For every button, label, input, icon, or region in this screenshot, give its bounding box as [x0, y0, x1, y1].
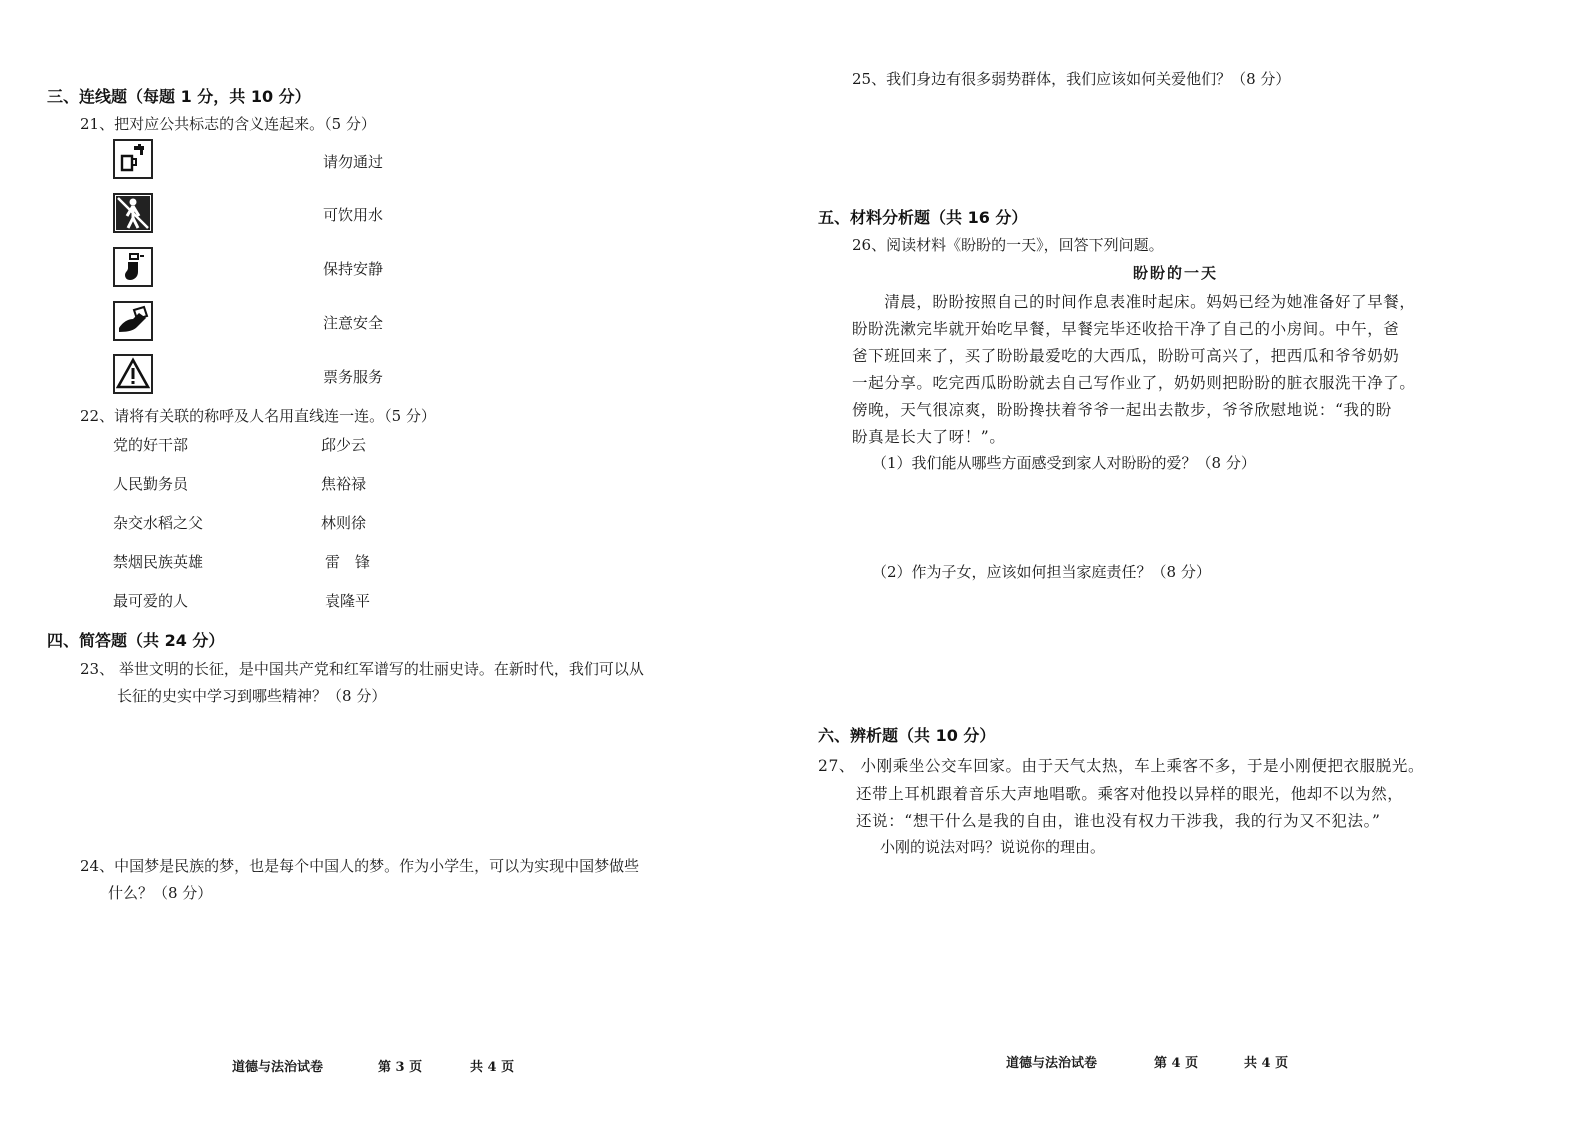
footer-page-right: 第 4 页: [1154, 1056, 1199, 1071]
question-26-1: （1）我们能从哪些方面感受到家人对盼盼的爱？（8 分）: [872, 454, 1256, 472]
meaning-3: 保持安静: [323, 260, 384, 278]
footer-total-right: 共 4 页: [1244, 1056, 1289, 1071]
section-5-title: 五、材料分析题（共 16 分）: [818, 208, 1028, 227]
footer-subject-right: 道德与法治试卷: [1006, 1056, 1098, 1071]
meaning-5: 票务服务: [323, 368, 384, 386]
meaning-4: 注意安全: [323, 314, 384, 332]
ticket-service-sign-icon: [113, 301, 153, 341]
footer-page-left: 第 3 页: [378, 1060, 423, 1075]
question-25: 25、我们身边有很多弱势群体，我们应该如何关爱他们？（8 分）: [852, 70, 1291, 88]
no-pedestrian-sign-icon: [113, 193, 153, 233]
meaning-1: 请勿通过: [323, 153, 384, 171]
name-4: 雷 锋: [325, 553, 371, 571]
section-6-title: 六、辨析题（共 10 分）: [818, 726, 996, 745]
question-27-line1: 27、 小刚乘坐公交车回家。由于天气太热，车上乘客不多，于是小刚便把衣服脱光。: [818, 757, 1425, 775]
title-2: 人民勤务员: [113, 475, 189, 493]
title-4: 禁烟民族英雄: [113, 553, 204, 571]
name-1: 邱少云: [321, 436, 367, 454]
question-21: 21、把对应公共标志的含义连起来。（5 分）: [80, 115, 376, 133]
story-line-2: 盼盼洗漱完毕就开始吃早餐，早餐完毕还收拾干净了自己的小房间。中午，爸: [852, 320, 1400, 338]
name-2: 焦裕禄: [321, 475, 367, 493]
quiet-sign-icon: [113, 247, 153, 287]
question-27-line2: 还带上耳机跟着音乐大声地唱歌。乘客对他投以异样的眼光，他却不以为然，: [856, 785, 1404, 803]
title-1: 党的好干部: [113, 436, 189, 454]
story-line-4: 一起分享。吃完西瓜盼盼就去自己写作业了，奶奶则把盼盼的脏衣服洗干净了。: [852, 374, 1416, 392]
story-line-5: 傍晚，天气很凉爽，盼盼搀扶着爷爷一起出去散步，爷爷欣慰地说：“我的盼: [852, 401, 1392, 419]
title-5: 最可爱的人: [113, 592, 189, 610]
title-3: 杂交水稻之父: [113, 514, 204, 532]
question-23-line1: 23、 举世文明的长征，是中国共产党和红军谱写的壮丽史诗。在新时代，我们可以从: [80, 660, 644, 678]
question-24-line1: 24、中国梦是民族的梦，也是每个中国人的梦。作为小学生，可以为实现中国梦做些: [80, 857, 640, 875]
question-26-2: （2）作为子女，应该如何担当家庭责任？（8 分）: [872, 563, 1211, 581]
story-line-1: 清晨，盼盼按照自己的时间作息表准时起床。妈妈已经为她准备好了早餐，: [852, 293, 1416, 311]
section-4-title: 四、简答题（共 24 分）: [47, 631, 225, 650]
name-3: 林则徐: [321, 514, 367, 532]
meaning-2: 可饮用水: [323, 206, 384, 224]
caution-sign-icon: [113, 354, 153, 394]
question-24-line2: 什么？（8 分）: [108, 884, 213, 902]
question-22: 22、请将有关联的称呼及人名用直线连一连。（5 分）: [80, 407, 436, 425]
question-27-ask: 小刚的说法对吗？说说你的理由。: [880, 838, 1106, 856]
story-line-3: 爸下班回来了，买了盼盼最爱吃的大西瓜，盼盼可高兴了，把西瓜和爷爷奶奶: [852, 347, 1400, 365]
question-26: 26、阅读材料《盼盼的一天》，回答下列问题。: [852, 236, 1164, 254]
section-3-title: 三、连线题（每题 1 分，共 10 分）: [47, 87, 311, 106]
story-title: 盼盼的一天: [1133, 264, 1219, 282]
drinking-water-sign-icon: [113, 139, 153, 179]
footer-subject-left: 道德与法治试卷: [232, 1060, 324, 1075]
question-23-line2: 长征的史实中学习到哪些精神？（8 分）: [117, 687, 387, 705]
footer-total-left: 共 4 页: [470, 1060, 515, 1075]
question-27-line3: 还说：“想干什么是我的自由，谁也没有权力干涉我，我的行为又不犯法。”: [856, 812, 1381, 830]
name-5: 袁隆平: [325, 592, 371, 610]
story-line-6: 盼真是长大了呀！”。: [852, 428, 1006, 446]
